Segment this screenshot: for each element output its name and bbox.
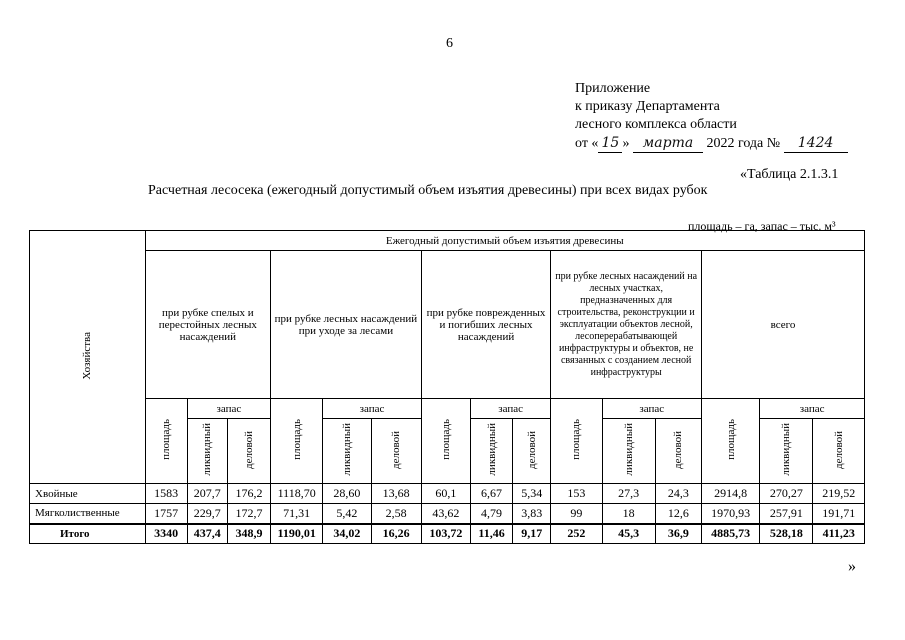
cell: 1190,01 bbox=[271, 524, 323, 544]
cell: 1757 bbox=[145, 504, 187, 524]
header-stock-1: запас bbox=[187, 399, 270, 419]
cell: 176,2 bbox=[227, 484, 270, 504]
header-farms bbox=[30, 231, 146, 484]
cell: 16,26 bbox=[371, 524, 421, 544]
order-month: марта bbox=[633, 134, 703, 153]
cell: 270,27 bbox=[760, 484, 813, 504]
cell: 528,18 bbox=[760, 524, 813, 544]
cell: 11,46 bbox=[470, 524, 512, 544]
header-stock-5: запас bbox=[760, 399, 865, 419]
cell: 9,17 bbox=[513, 524, 551, 544]
header-liquid-label: ликвидный bbox=[780, 423, 793, 476]
header-business-2 bbox=[371, 419, 421, 484]
row-label: Мягколиственные bbox=[30, 504, 146, 524]
appendix-block bbox=[575, 80, 848, 153]
cell: 437,4 bbox=[187, 524, 227, 544]
table-reference: «Таблица 2.1.3.1 bbox=[740, 167, 839, 182]
cell: 4,79 bbox=[470, 504, 512, 524]
header-liquid-3 bbox=[470, 419, 512, 484]
header-group-total: всего bbox=[701, 251, 864, 399]
header-area-5 bbox=[701, 399, 759, 484]
cell: 34,02 bbox=[323, 524, 371, 544]
cell: 60,1 bbox=[421, 484, 470, 504]
cell: 43,62 bbox=[421, 504, 470, 524]
header-business-1 bbox=[227, 419, 270, 484]
cell: 2914,8 bbox=[701, 484, 759, 504]
table-row bbox=[30, 504, 865, 524]
cell: 2,58 bbox=[371, 504, 421, 524]
cell: 45,3 bbox=[602, 524, 655, 544]
row-label: Итого bbox=[30, 524, 146, 544]
table-row-total bbox=[30, 524, 865, 544]
header-liquid-2 bbox=[323, 419, 371, 484]
cell: 4885,73 bbox=[701, 524, 759, 544]
table-row bbox=[30, 484, 865, 504]
header-group-damaged: при рубке поврежденных и погибших лесных насаждений bbox=[421, 251, 551, 399]
header-area-2 bbox=[271, 399, 323, 484]
closing-quote: » bbox=[848, 558, 856, 575]
order-date-quote: » bbox=[622, 136, 630, 151]
header-business-label: деловой bbox=[390, 430, 403, 469]
header-area-3 bbox=[421, 399, 470, 484]
header-liquid-label: ликвидный bbox=[485, 423, 498, 476]
cell: 28,60 bbox=[323, 484, 371, 504]
header-business-5 bbox=[813, 419, 865, 484]
order-number: 1424 bbox=[784, 134, 848, 153]
cell: 172,7 bbox=[227, 504, 270, 524]
header-area-4 bbox=[551, 399, 602, 484]
order-date-prefix: от « bbox=[575, 136, 599, 151]
header-liquid-1 bbox=[187, 419, 227, 484]
cell: 411,23 bbox=[813, 524, 865, 544]
cell: 1970,93 bbox=[701, 504, 759, 524]
order-day: 15 bbox=[598, 134, 622, 153]
header-liquid-4 bbox=[602, 419, 655, 484]
units-note: площадь – га, запас – тыс. м³ bbox=[688, 219, 836, 233]
cell: 348,9 bbox=[227, 524, 270, 544]
header-business-label: деловой bbox=[525, 430, 538, 469]
cell: 1118,70 bbox=[271, 484, 323, 504]
allowable-cut-table bbox=[29, 230, 865, 544]
header-area-1 bbox=[145, 399, 187, 484]
appendix-line-3: лесного комплекса области bbox=[575, 117, 737, 132]
header-business-4 bbox=[655, 419, 701, 484]
header-stock-3: запас bbox=[470, 399, 550, 419]
order-year-label: 2022 года № bbox=[706, 136, 781, 151]
cell: 24,3 bbox=[655, 484, 701, 504]
row-label: Хвойные bbox=[30, 484, 146, 504]
cell: 5,42 bbox=[323, 504, 371, 524]
cell: 71,31 bbox=[271, 504, 323, 524]
header-group-infrastructure: при рубке лесных насаждений на лесных участках, предназначенных для строительства, реконструкции и эксплуатации объектов лесной, лесоперерабатывающей инфраструктуры и объектов, не связанных с созданием лесной инфраструктуры bbox=[551, 251, 702, 399]
cell: 1583 bbox=[145, 484, 187, 504]
header-annual-volume: Ежегодный допустимый объем изъятия древесины bbox=[145, 231, 864, 251]
header-liquid-label: ликвидный bbox=[201, 423, 214, 476]
header-area-label: площадь bbox=[290, 419, 303, 460]
cell: 252 bbox=[551, 524, 602, 544]
cell: 153 bbox=[551, 484, 602, 504]
header-group-thinning: при рубке лесных насаждений при уходе за лесами bbox=[271, 251, 422, 399]
header-area-label: площадь bbox=[160, 419, 173, 460]
cell: 18 bbox=[602, 504, 655, 524]
cell: 3340 bbox=[145, 524, 187, 544]
cell: 99 bbox=[551, 504, 602, 524]
cell: 6,67 bbox=[470, 484, 512, 504]
page-number: 6 bbox=[446, 36, 453, 51]
appendix-line-2: к приказу Департамента bbox=[575, 99, 720, 114]
cell: 257,91 bbox=[760, 504, 813, 524]
cell: 12,6 bbox=[655, 504, 701, 524]
header-area-label: площадь bbox=[570, 419, 583, 460]
cell: 191,71 bbox=[813, 504, 865, 524]
document-title: Расчетная лесосека (ежегодный допустимый объем изъятия древесины) при всех видах рубок bbox=[148, 183, 708, 198]
cell: 13,68 bbox=[371, 484, 421, 504]
header-group-mature: при рубке спелых и перестойных лесных насаждений bbox=[145, 251, 271, 399]
cell: 36,9 bbox=[655, 524, 701, 544]
header-area-label: площадь bbox=[724, 419, 737, 460]
appendix-line-4 bbox=[575, 134, 848, 153]
header-area-label: площадь bbox=[439, 419, 452, 460]
header-stock-2: запас bbox=[323, 399, 421, 419]
appendix-line-1: Приложение bbox=[575, 81, 651, 96]
header-liquid-5 bbox=[760, 419, 813, 484]
header-business-label: деловой bbox=[832, 430, 845, 469]
header-business-label: деловой bbox=[672, 430, 685, 469]
cell: 27,3 bbox=[602, 484, 655, 504]
cell: 219,52 bbox=[813, 484, 865, 504]
cell: 207,7 bbox=[187, 484, 227, 504]
cell: 3,83 bbox=[513, 504, 551, 524]
cell: 103,72 bbox=[421, 524, 470, 544]
header-liquid-label: ликвидный bbox=[622, 423, 635, 476]
cell: 5,34 bbox=[513, 484, 551, 504]
header-business-3 bbox=[513, 419, 551, 484]
header-business-label: деловой bbox=[242, 430, 255, 469]
cell: 229,7 bbox=[187, 504, 227, 524]
header-liquid-label: ликвидный bbox=[340, 423, 353, 476]
header-stock-4: запас bbox=[602, 399, 701, 419]
header-farms-label: Хозяйства bbox=[81, 331, 94, 380]
